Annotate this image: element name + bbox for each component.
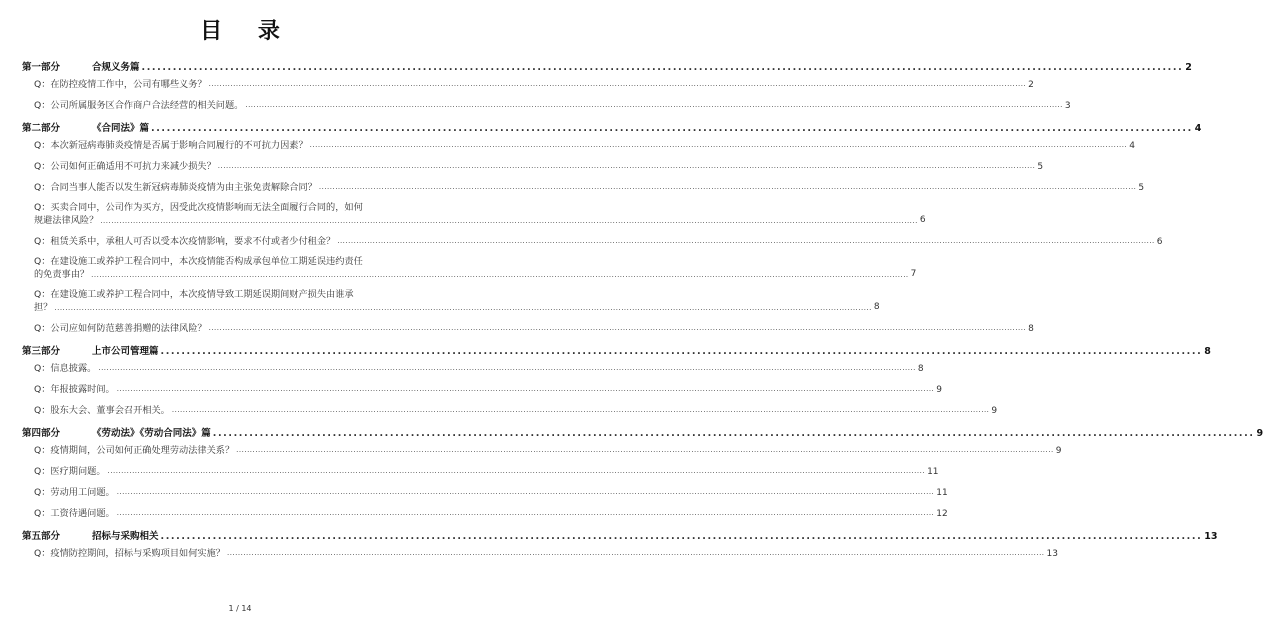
question-text: Q：在防控疫情工作中，公司有哪些义务？ bbox=[34, 79, 207, 90]
dot-leader: ............................................................................................................................................................................................................................................................................................................ bbox=[208, 80, 1027, 88]
section-name: 《合同法》篇 bbox=[92, 123, 150, 134]
section-page-number: 4 bbox=[1194, 123, 1202, 134]
question-page-number: 9 bbox=[936, 385, 942, 395]
question-text: Q：信息披露。 bbox=[34, 363, 97, 374]
dot-leader: ............................................................................................................................................................................................................................................................................................................ bbox=[54, 304, 872, 312]
toc-question-entry[interactable] bbox=[22, 234, 1163, 247]
question-page-number: 6 bbox=[1156, 237, 1163, 247]
question-text-line: Q：在建设施工或养护工程合同中，本次疫情导致工期延误期间财产损失由谁承 bbox=[34, 289, 354, 300]
dot-leader: ........................................................................................................................................................................................................ bbox=[151, 123, 1193, 134]
question-page-number: 6 bbox=[919, 215, 926, 225]
dot-leader: ........................................................................................................................................................................................................ bbox=[141, 62, 1184, 73]
dot-leader: ............................................................................................................................................................................................................................................................................................................ bbox=[245, 101, 1063, 109]
question-page-number: 8 bbox=[1028, 324, 1034, 334]
dot-leader: ............................................................................................................................................................................................................................................................................................................ bbox=[116, 488, 935, 496]
section-name: 《劳动法》《劳动合同法》篇 bbox=[92, 428, 211, 439]
table-of-contents bbox=[22, 58, 1263, 567]
toc-question-entry[interactable] bbox=[22, 546, 1058, 559]
question-text: Q：医疗期问题。 bbox=[34, 466, 106, 477]
toc-question-entry[interactable] bbox=[22, 382, 942, 395]
section-title bbox=[22, 425, 211, 439]
toc-question-entry[interactable] bbox=[22, 321, 1034, 334]
section-page-number: 2 bbox=[1185, 62, 1192, 73]
toc-question-entry[interactable] bbox=[22, 403, 998, 416]
section-title bbox=[22, 528, 159, 542]
toc-section-entry[interactable] bbox=[22, 424, 1263, 439]
toc-question-entry[interactable] bbox=[22, 138, 1135, 151]
dot-leader: ............................................................................................................................................................................................................................................................................................................ bbox=[318, 183, 1137, 191]
page-footer: 1 / 14 bbox=[228, 604, 252, 613]
dot-leader: ............................................................................................................................................................................................................................................................................................................ bbox=[116, 509, 935, 517]
question-text-line: Q：买卖合同中，公司作为买方，因受此次疫情影响而无法全面履行合同的，如何 bbox=[34, 202, 363, 213]
dot-leader: ............................................................................................................................................................................................................................................................................................................ bbox=[226, 549, 1045, 557]
question-page-number: 7 bbox=[910, 269, 917, 279]
question-page-number: 2 bbox=[1028, 80, 1034, 90]
dot-leader: ............................................................................................................................................................................................................................................................................................................ bbox=[171, 406, 990, 414]
question-page-number: 11 bbox=[936, 488, 948, 498]
question-page-number: 12 bbox=[936, 509, 948, 519]
question-text-row bbox=[34, 301, 880, 314]
toc-question-entry[interactable] bbox=[22, 255, 917, 281]
question-page-number: 5 bbox=[1037, 162, 1044, 172]
question-text: Q：本次新冠病毒肺炎疫情是否属于影响合同履行的不可抗力因素？ bbox=[34, 140, 308, 151]
section-name: 招标与采购相关 bbox=[92, 531, 159, 542]
question-text: Q：公司所属服务区合作商户合法经营的相关问题。 bbox=[34, 100, 244, 111]
question-page-number: 4 bbox=[1129, 141, 1135, 151]
question-text: Q：股东大会、董事会召开相关。 bbox=[34, 405, 170, 416]
toc-question-entry[interactable] bbox=[22, 77, 1034, 90]
question-text-line: 的免责事由？ bbox=[34, 269, 90, 280]
toc-question-entry[interactable] bbox=[22, 159, 1044, 172]
question-page-number: 13 bbox=[1046, 549, 1058, 559]
section-title bbox=[22, 120, 149, 134]
question-text-line: 担？ bbox=[34, 302, 53, 313]
section-name: 上市公司管理篇 bbox=[92, 346, 159, 357]
question-text: Q：疫情防控期间，招标与采购项目如何实施？ bbox=[34, 548, 225, 559]
toc-section-entry[interactable] bbox=[22, 342, 1211, 357]
section-number: 第二部分 bbox=[22, 123, 61, 134]
question-text: Q：年报披露时间。 bbox=[34, 384, 115, 395]
section-number: 第五部分 bbox=[22, 531, 61, 542]
dot-leader: ............................................................................................................................................................................................................................................................................................................ bbox=[98, 364, 916, 372]
question-page-number: 8 bbox=[917, 364, 924, 374]
toc-section-entry[interactable] bbox=[22, 119, 1202, 134]
dot-leader: ............................................................................................................................................................................................................................................................................................................ bbox=[116, 385, 935, 393]
question-text: Q：劳动用工问题。 bbox=[34, 487, 115, 498]
section-title bbox=[22, 343, 159, 357]
section-page-number: 8 bbox=[1204, 346, 1211, 357]
toc-question-entry[interactable] bbox=[22, 464, 939, 477]
question-text: Q：公司如何正确适用不可抗力来减少损失？ bbox=[34, 161, 216, 172]
dot-leader: ........................................................................................................................................................................................................ bbox=[212, 428, 1255, 439]
toc-title: 目 录 bbox=[200, 18, 294, 44]
toc-question-entry[interactable] bbox=[22, 485, 948, 498]
question-text-row bbox=[34, 268, 917, 281]
question-text-row bbox=[34, 214, 926, 227]
toc-section-entry[interactable] bbox=[22, 58, 1192, 73]
dot-leader: ........................................................................................................................................................................................................ bbox=[160, 531, 1203, 542]
section-name: 合规义务篇 bbox=[92, 62, 140, 73]
question-page-number: 9 bbox=[991, 406, 998, 416]
question-page-number: 11 bbox=[927, 467, 939, 477]
question-page-number: 3 bbox=[1064, 101, 1071, 111]
question-text-line: 规避法律风险？ bbox=[34, 215, 99, 226]
question-text: Q：租赁关系中，承租人可否以受本次疫情影响，要求不付或者少付租金？ bbox=[34, 236, 336, 247]
dot-leader: ............................................................................................................................................................................................................................................................................................................ bbox=[100, 217, 918, 225]
toc-question-entry[interactable] bbox=[22, 180, 1145, 193]
dot-leader: ............................................................................................................................................................................................................................................................................................................ bbox=[337, 237, 1155, 245]
dot-leader: ............................................................................................................................................................................................................................................................................................................ bbox=[107, 467, 926, 475]
toc-section-entry[interactable] bbox=[22, 527, 1218, 542]
toc-question-entry[interactable] bbox=[22, 361, 924, 374]
dot-leader: ............................................................................................................................................................................................................................................................................................................ bbox=[217, 162, 1036, 170]
dot-leader: ........................................................................................................................................................................................................ bbox=[160, 346, 1203, 357]
dot-leader: ............................................................................................................................................................................................................................................................................................................ bbox=[208, 324, 1027, 332]
question-page-number: 5 bbox=[1138, 183, 1145, 193]
question-text: Q：合同当事人能否以发生新冠病毒肺炎疫情为由主张免责解除合同？ bbox=[34, 182, 317, 193]
toc-question-entry[interactable] bbox=[22, 98, 1071, 111]
section-number: 第一部分 bbox=[22, 62, 61, 73]
question-text: Q：公司应如何防范慈善捐赠的法律风险？ bbox=[34, 323, 207, 334]
question-text: Q：疫情期间，公司如何正确处理劳动法律关系？ bbox=[34, 445, 235, 456]
section-number: 第三部分 bbox=[22, 346, 61, 357]
question-text-line: Q：在建设施工或养护工程合同中，本次疫情能否构成承包单位工期延误违约责任 bbox=[34, 256, 363, 267]
section-page-number: 13 bbox=[1204, 531, 1218, 542]
dot-leader: ............................................................................................................................................................................................................................................................................................................ bbox=[91, 271, 909, 279]
section-page-number: 9 bbox=[1256, 428, 1263, 439]
question-page-number: 8 bbox=[873, 302, 880, 312]
section-number: 第四部分 bbox=[22, 428, 61, 439]
toc-question-entry[interactable] bbox=[22, 201, 926, 227]
section-title bbox=[22, 59, 140, 73]
question-text: Q：工资待遇问题。 bbox=[34, 508, 115, 519]
toc-question-entry[interactable] bbox=[22, 288, 880, 314]
dot-leader: ............................................................................................................................................................................................................................................................................................................ bbox=[309, 141, 1128, 149]
dot-leader: ............................................................................................................................................................................................................................................................................................................ bbox=[236, 446, 1054, 454]
question-page-number: 9 bbox=[1055, 446, 1062, 456]
toc-question-entry[interactable] bbox=[22, 506, 948, 519]
toc-question-entry[interactable] bbox=[22, 443, 1062, 456]
